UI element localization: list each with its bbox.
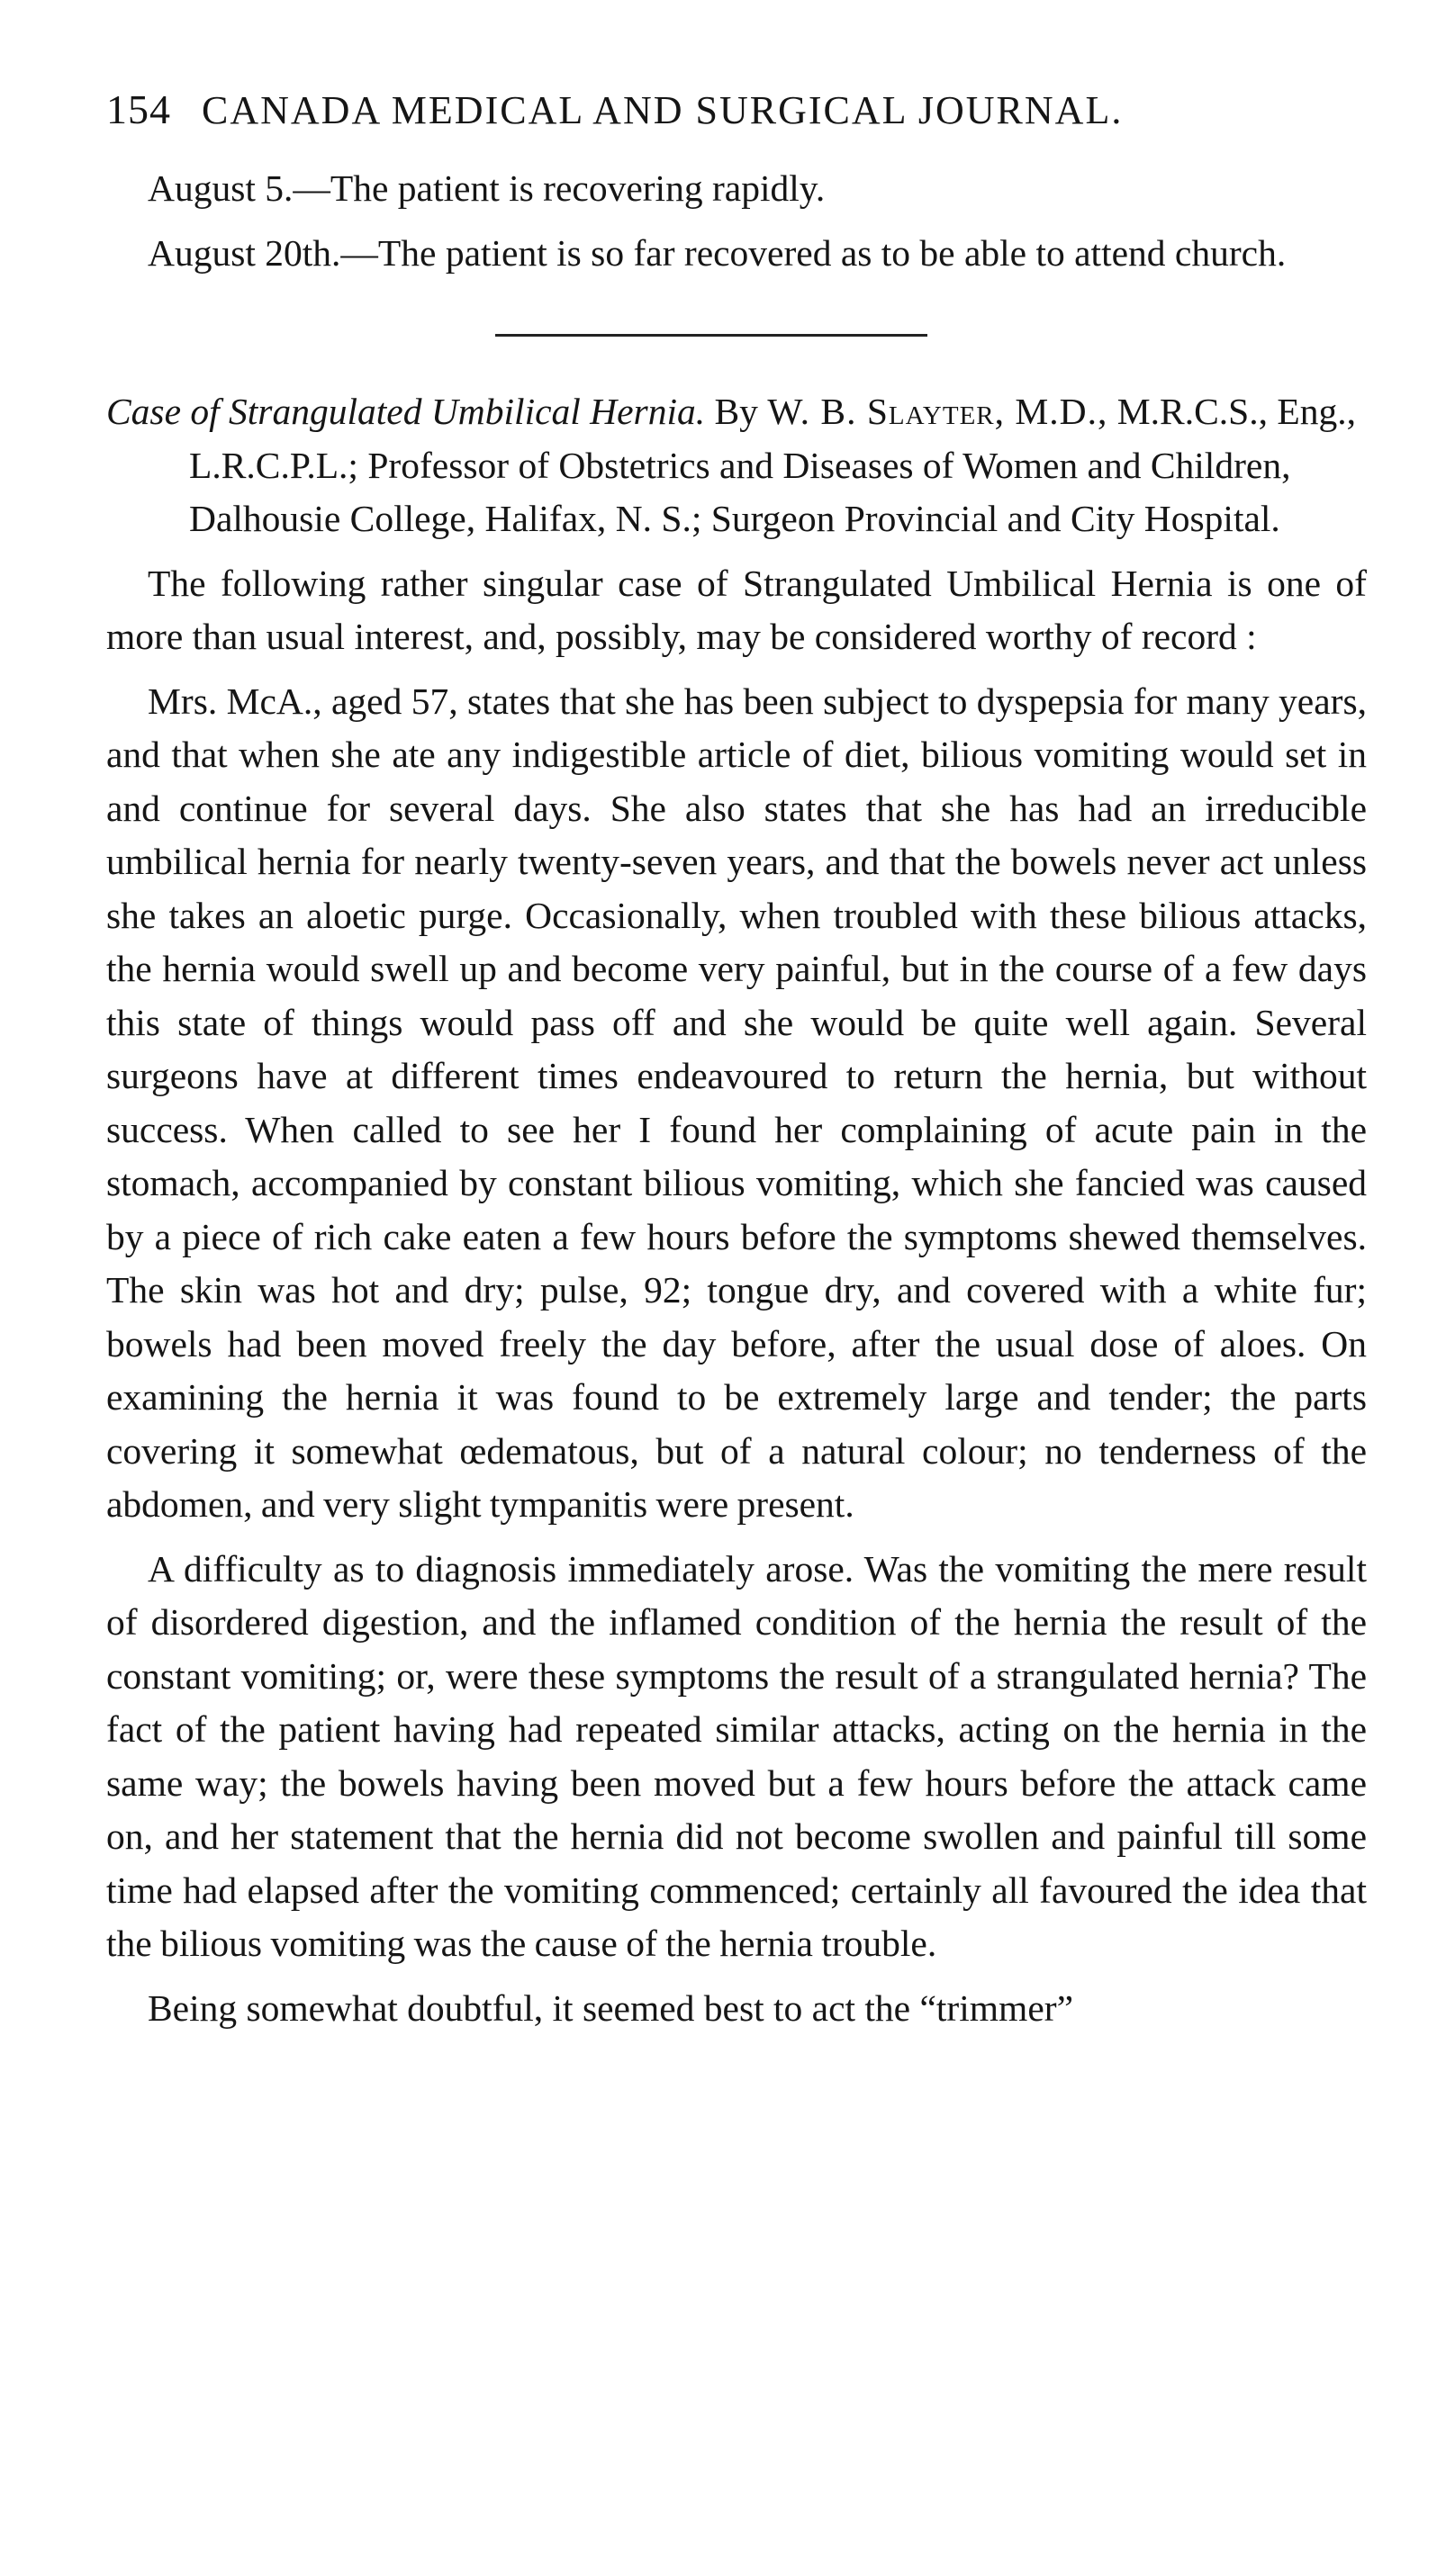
case-note-august-5: August 5.—The patient is recovering rapidly. — [148, 167, 826, 209]
author-name: W. B. Slayter, M.D., — [767, 391, 1108, 432]
running-head — [106, 83, 1367, 137]
section-divider — [495, 334, 927, 337]
byline-by: By — [714, 391, 758, 432]
author-credentials: M.R.C.S., Eng., L.R.C.P.L.; Professor of Obstetrics and Diseases of Women and Children, Dalhousie College, Halifax, N. S.; Surgeon Provincial and City Hospital. — [189, 391, 1356, 539]
journal-title: CANADA MEDICAL AND SURGICAL JOURNAL. — [202, 88, 1124, 132]
article-heading — [106, 385, 1367, 546]
page-number: 154 — [106, 86, 171, 132]
body-paragraph-case-history: Mrs. McA., aged 57, states that she has been subject to dyspepsia for many years, and that when she ate any indigestible article of diet, bilious vomiting would set in and continue for several days. She also states that she has had an irreducible umbilical hernia for nearly twenty-seven years, and that the bowels never act unless she takes an aloetic purge. Occasionally, when troubled with these bilious attacks, the hernia would swell up and become very painful, but in the course of a few days this state of things would pass off and she would be quite well again. Several surgeons have at different times endeavoured to return the hernia, but without success. When called to see her I found her complaining of acute pain in the stomach, accompanied by constant bilious vomiting, which she fancied was caused by a piece of rich cake eaten a few hours before the symptoms shewed themselves. The skin was hot and dry; pulse, 92; tongue dry, and covered with a white fur; bowels had been moved freely the day before, after the usual dose of aloes. On examining the hernia it was found to be extremely large and tender; the parts covering it somewhat œdematous, but of a natural colour; no tenderness of the abdomen, and very slight tympanitis were present. — [106, 680, 1367, 1525]
body-paragraph-continued: Being somewhat doubtful, it seemed best to act the “trimmer” — [148, 1986, 1073, 2029]
body-paragraph-intro: The following rather singular case of Strangulated Umbilical Hernia is one of more than usual interest, and, possibly, may be considered worthy of record : — [106, 562, 1367, 657]
body-paragraph-diagnosis: A difficulty as to diagnosis immediately arose. Was the vomiting the mere result of disordered digestion, and the inflamed condition of the hernia the result of the constant vomiting; or, were these symptoms the result of a strangulated hernia? The fact of the patient having had repeated similar attacks, acting on the hernia in the same way; the bowels having been moved but a few hours before the attack came on, and her statement that the hernia did not become swollen and painful till some time had elapsed after the vomiting commenced; certainly all favoured the idea that the bilious vomiting was the cause of the hernia trouble. — [106, 1547, 1367, 1964]
journal-page — [106, 83, 1367, 2035]
case-note-august-20: August 20th.—The patient is so far recovered as to be able to attend church. — [148, 231, 1287, 274]
article-title: Case of Strangulated Umbilical Hernia. — [106, 391, 706, 432]
